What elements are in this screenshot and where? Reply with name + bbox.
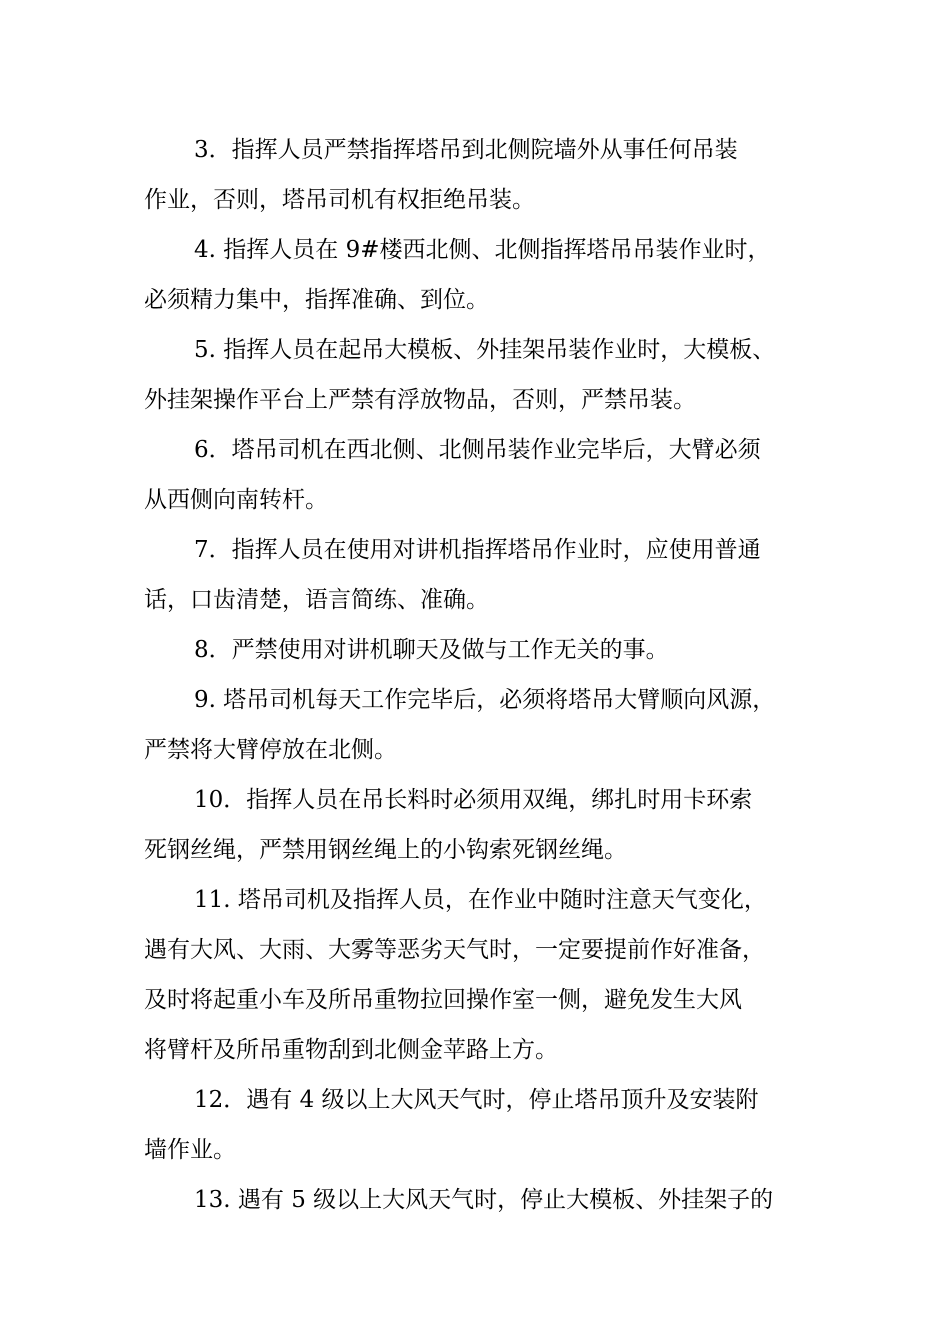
paragraph-11-line-4: 将臂杆及所吊重物刮到北侧金苹路上方。 [144, 1037, 558, 1063]
paragraph-11-line-2: 遇有大风、大雨、大雾等恶劣天气时，一定要提前作好准备， [144, 937, 765, 963]
paragraph-8-line-1: 8．严禁使用对讲机聊天及做与工作无关的事。 [194, 637, 669, 663]
paragraph-3-line-1: 3．指挥人员严禁指挥塔吊到北侧院墙外从事任何吊装 [194, 137, 738, 163]
paragraph-3-line-2: 作业，否则，塔吊司机有权拒绝吊装。 [144, 187, 535, 213]
paragraph-9-line-1: 9. 塔吊司机每天工作完毕后，必须将塔吊大臂顺向风源， [194, 687, 776, 713]
paragraph-12-line-1: 12．遇有 4 级以上大风天气时，停止塔吊顶升及安装附 [194, 1087, 759, 1113]
paragraph-6-line-2: 从西侧向南转杆。 [144, 487, 328, 513]
paragraph-4-line-1: 4. 指挥人员在 9#楼西北侧、北侧指挥塔吊吊装作业时， [194, 237, 771, 263]
paragraph-11-line-3: 及时将起重小车及所吊重物拉回操作室一侧，避免发生大风 [144, 987, 742, 1013]
paragraph-9-line-2: 严禁将大臂停放在北侧。 [144, 737, 397, 763]
paragraph-13-line-1: 13. 遇有 5 级以上大风天气时，停止大模板、外挂架子的 [194, 1187, 774, 1213]
paragraph-7-line-2: 话，口齿清楚，语言简练、准确。 [144, 587, 489, 613]
paragraph-7-line-1: 7．指挥人员在使用对讲机指挥塔吊作业时，应使用普通 [194, 537, 761, 563]
paragraph-10-line-2: 死钢丝绳，严禁用钢丝绳上的小钩索死钢丝绳。 [144, 837, 627, 863]
paragraph-6-line-1: 6．塔吊司机在西北侧、北侧吊装作业完毕后，大臂必须 [194, 437, 761, 463]
paragraph-11-line-1: 11. 塔吊司机及指挥人员，在作业中随时注意天气变化， [194, 887, 767, 913]
paragraph-5-line-1: 5. 指挥人员在起吊大模板、外挂架吊装作业时，大模板、 [194, 337, 776, 363]
paragraph-5-line-2: 外挂架操作平台上严禁有浮放物品，否则，严禁吊装。 [144, 387, 696, 413]
paragraph-4-line-2: 必须精力集中，指挥准确、到位。 [144, 287, 489, 313]
paragraph-12-line-2: 墙作业。 [144, 1137, 236, 1163]
paragraph-10-line-1: 10．指挥人员在吊长料时必须用双绳，绑扎时用卡环索 [194, 787, 753, 813]
